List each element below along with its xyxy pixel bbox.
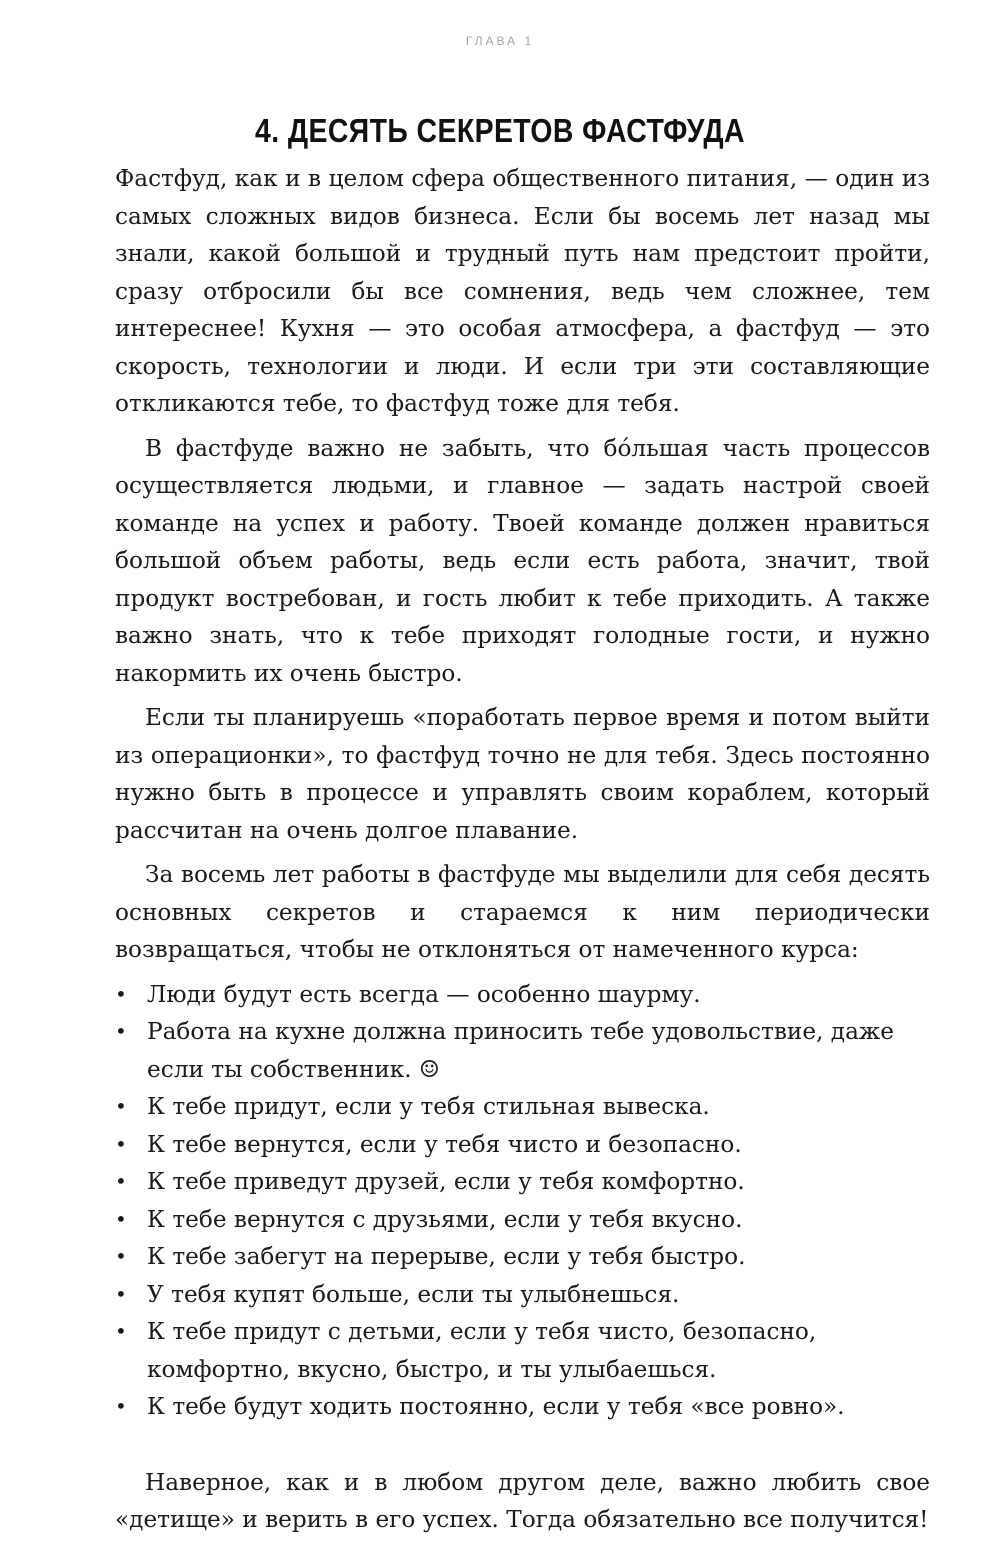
bullet-icon: • [115,1019,127,1043]
running-head: ГЛАВА 1 [465,34,535,48]
bullet-icon: • [115,1094,127,1118]
list-item [115,1088,930,1126]
list-item [115,976,930,1014]
list-item [115,1126,930,1164]
list-item [115,1238,930,1276]
list-item-text: К тебе вернутся с друзьями, если у тебя вкусно. [147,1205,743,1233]
list-item-text: К тебе вернутся, если у тебя чисто и безопасно. [147,1130,742,1158]
paragraph-2: В фастфуде важно не забыть, что бóльшая часть процессов осуществляется людьми, и главное — задать настрой своей команде на успех и работу. Твоей команде должен нравиться большой объем работы, ведь если есть работа, значит, твой продукт востребован, и гость любит к тебе приходить. А также важно знать, что к тебе приходят голодные гости, и нужно накормить их очень быстро. [115,434,930,687]
list-item [115,1163,930,1201]
paragraph-3: Если ты планируешь «поработать первое время и потом выйти из операционки», то фастфуд точно не для тебя. Здесь постоянно нужно быть в процессе и управлять своим кораблем, который рассчитан на очень долгое плавание. [115,704,930,844]
bullet-icon: • [115,981,127,1006]
section-title: 4. ДЕСЯТЬ СЕКРЕТОВ ФАСТФУДА [255,112,745,149]
secrets-list [115,976,930,1426]
list-item-text: К тебе придут, если у тебя стильная вывеска. [147,1093,710,1120]
list-item-text: К тебе будут ходить постоянно, если у тебя «все ровно». [147,1393,845,1420]
list-item-text: Работа на кухне должна приносить тебе удовольствие, даже если ты собственник. ☺ [147,1018,894,1083]
list-item-text: К тебе забегут на перерыве, если у тебя быстро. [147,1243,746,1270]
list-item-text: Люди будут есть всегда — особенно шаурму. [147,980,701,1008]
bullet-icon: • [115,1244,127,1268]
bullet-icon: • [115,1131,127,1156]
list-item [115,1276,930,1314]
bullet-icon: • [115,1394,127,1418]
closing-paragraph: Наверное, как и в любом другом деле, важно любить свое «детище» и верить в его успех. Тогда обязательно все получится! [115,1468,930,1533]
bullet-icon: • [115,1206,127,1231]
bullet-icon: • [115,1169,127,1193]
list-item [115,1201,930,1239]
bullet-icon: • [115,1319,127,1343]
list-item-text: К тебе приведут друзей, если у тебя комфортно. [147,1168,745,1195]
body-text [115,160,930,1546]
paragraph-1: Фастфуд, как и в целом сфера общественного питания, — один из самых сложных видов бизнеса. Если бы восемь лет назад мы знали, какой большой и трудный путь нам предстоит пройти, сразу отбросили бы все сомнения, ведь чем сложнее, тем интереснее! Кухня — это особая атмосфера, а фастфуд — это скорость, технологии и люди. И если три эти составляющие откликаются тебе, то фастфуд тоже для тебя. [115,165,930,417]
list-item-text: У тебя купят больше, если ты улыбнешься. [147,1280,680,1308]
list-item [115,1313,930,1388]
paragraph-4: За восемь лет работы в фастфуде мы выделили для себя десять основных секретов и стараемся к ним периодически возвращаться, чтобы не отклоняться от намеченного курса: [115,861,930,963]
list-item [115,1013,930,1088]
list-item [115,1388,930,1426]
list-item-text: К тебе придут с детьми, если у тебя чисто, безопасно, комфортно, вкусно, быстро, и ты улыбаешься. [147,1318,817,1383]
bullet-icon: • [115,1281,127,1306]
